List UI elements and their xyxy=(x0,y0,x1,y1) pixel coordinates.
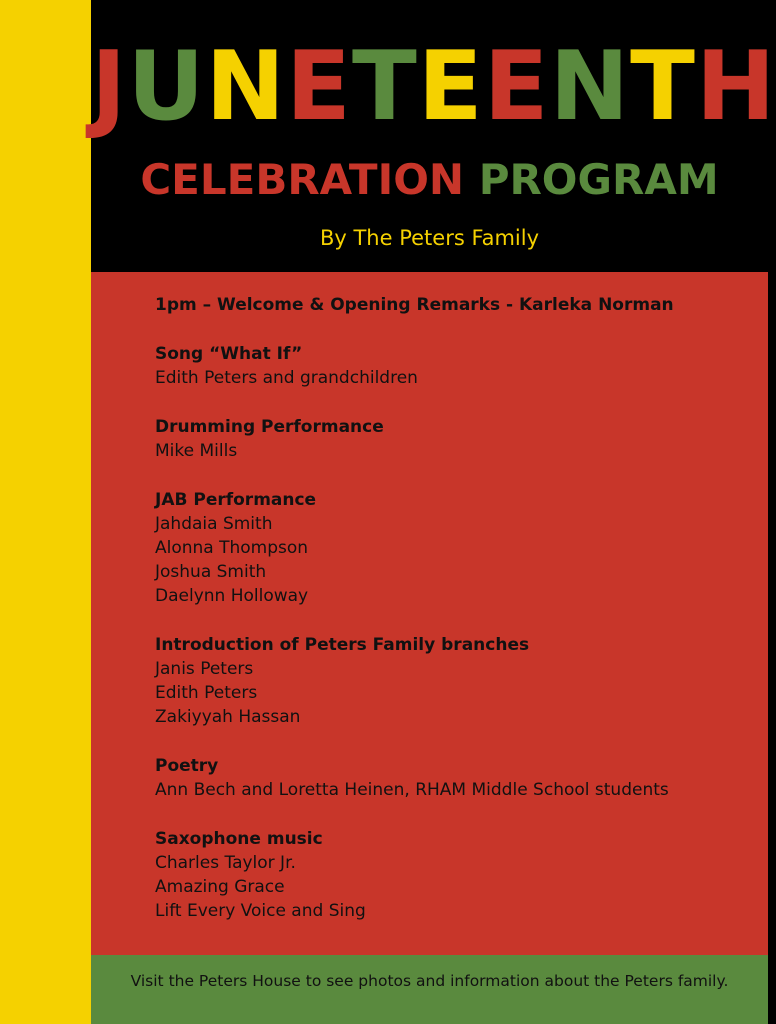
program-section xyxy=(155,827,755,923)
page-title xyxy=(91,32,776,142)
title-letter: J xyxy=(91,32,128,142)
header-banner xyxy=(91,0,776,272)
byline: By The Peters Family xyxy=(319,226,540,250)
performer-line: Daelynn Holloway xyxy=(155,586,309,606)
title-letter: U xyxy=(127,32,206,142)
performer-line: Alonna Thompson xyxy=(155,538,309,558)
title-letter: N xyxy=(205,32,287,142)
program-section xyxy=(155,415,755,463)
program-panel xyxy=(91,272,768,955)
subtitle xyxy=(91,155,768,204)
subtitle-program: PROGRAM xyxy=(478,155,719,204)
title-letter: T xyxy=(351,32,418,142)
performer-line: Joshua Smith xyxy=(155,562,267,582)
performer-line: Ann Bech and Loretta Heinen, RHAM Middle School students xyxy=(155,780,669,800)
section-title: Song “What If” xyxy=(155,344,303,364)
performer-line: Edith Peters xyxy=(155,683,258,703)
performer-line: Janis Peters xyxy=(155,659,254,679)
section-title: Drumming Performance xyxy=(155,417,384,437)
performer-line: Charles Taylor Jr. xyxy=(155,853,296,873)
performer-line: Edith Peters and grandchildren xyxy=(155,368,418,388)
performer-line: Mike Mills xyxy=(155,441,238,461)
footer-banner xyxy=(91,955,768,1024)
section-title: JAB Performance xyxy=(155,490,317,510)
program-list xyxy=(155,293,755,948)
performer-line: Lift Every Voice and Sing xyxy=(155,901,366,921)
title-letter: E xyxy=(286,32,352,142)
title-letter: T xyxy=(630,32,696,142)
section-title: Introduction of Peters Family branches xyxy=(155,635,530,655)
program-section xyxy=(155,342,755,390)
title-letter: N xyxy=(549,32,631,142)
program-section xyxy=(155,633,755,729)
performer-line: Amazing Grace xyxy=(155,877,285,897)
program-section xyxy=(155,488,755,608)
footer-text: Visit the Peters House to see photos and information about the Peters family. xyxy=(130,972,729,990)
performer-line: Jahdaia Smith xyxy=(155,514,273,534)
performer-line: Zakiyyah Hassan xyxy=(155,707,301,727)
program-section xyxy=(155,293,755,317)
title-letter: H xyxy=(695,32,776,142)
title-letter: E xyxy=(483,32,550,142)
section-title: 1pm – Welcome & Opening Remarks - Karleka Norman xyxy=(155,295,674,315)
section-title: Poetry xyxy=(155,756,219,776)
yellow-side-stripe xyxy=(0,0,91,1024)
program-section xyxy=(155,754,755,802)
title-letter: E xyxy=(417,32,484,142)
section-title: Saxophone music xyxy=(155,829,323,849)
subtitle-celebration: CELEBRATION xyxy=(140,155,465,204)
